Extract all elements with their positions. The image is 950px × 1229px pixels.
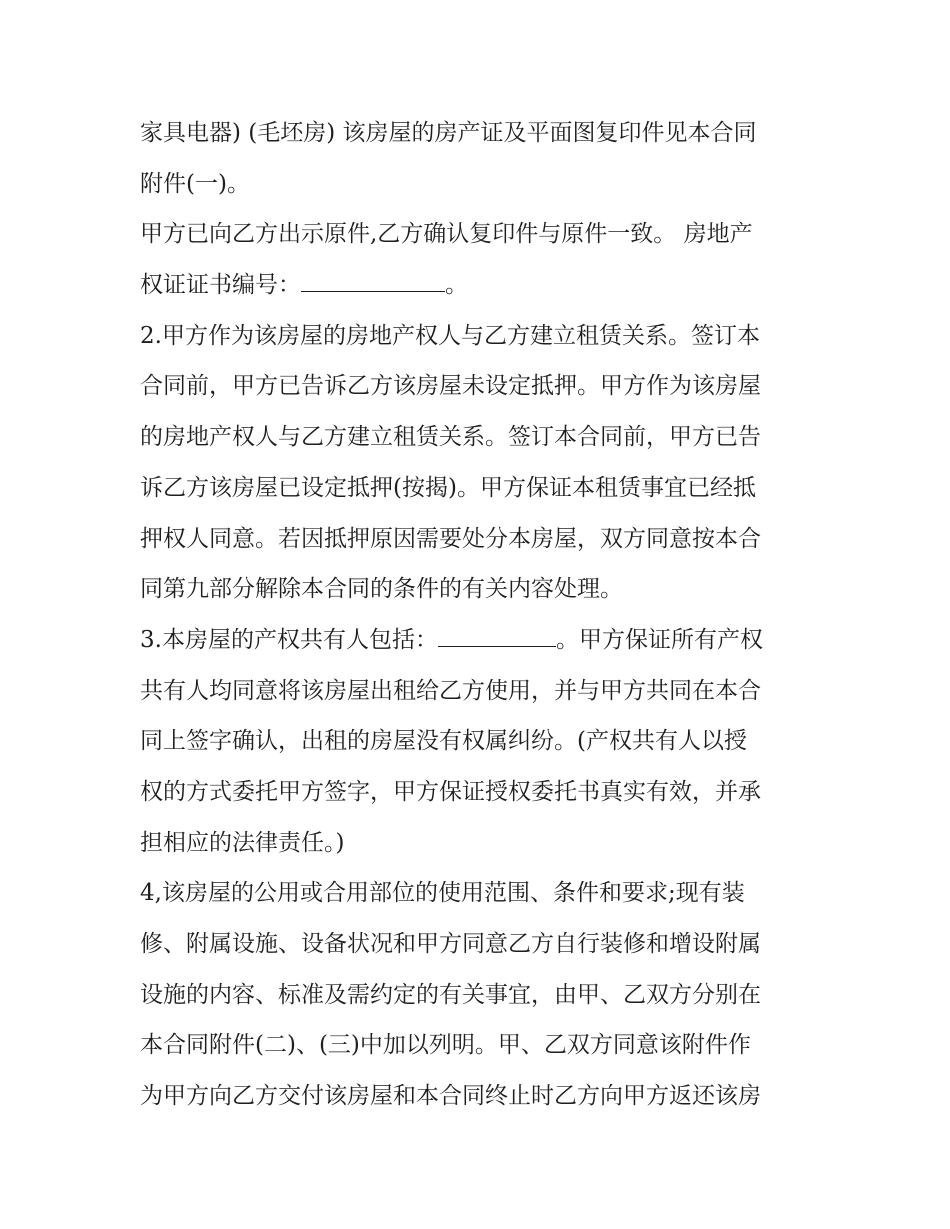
paragraph-line: 4,该房屋的公用或合用部位的使用范围、条件和要求;现有装 — [140, 880, 745, 907]
co-owner-label: 3.本房屋的产权共有人包括： — [140, 626, 438, 653]
certificate-number-label: 权证证书编号： — [140, 272, 301, 299]
paragraph-line: 附件(一)。 — [140, 170, 250, 197]
paragraph-line: 共有人均同意将该房屋出租给乙方使用，并与甲方共同在本合 — [140, 677, 761, 704]
paragraph-line: 家具电器) (毛坯房) 该房屋的房产证及平面图复印件见本合同 — [140, 120, 757, 146]
paragraph-line: 押权人同意。若因抵押原因需要处分本房屋，双方同意按本合 — [140, 525, 761, 552]
certificate-number-blank — [301, 271, 445, 292]
paragraph-line: 的房地产权人与乙方建立租赁关系。签订本合同前，甲方已告 — [140, 424, 761, 451]
contract-page — [140, 108, 820, 1122]
paragraph-line: 甲方已向乙方出示原件,乙方确认复印件与原件一致。 房地产 — [140, 221, 753, 248]
paragraph-line: 担相应的法律责任。) — [140, 829, 345, 856]
paragraph-line: 设施的内容、标准及需约定的有关事宜，由甲、乙双方分别在 — [140, 981, 761, 1008]
paragraph-line: 2.甲方作为该房屋的房地产权人与乙方建立租赁关系。签订本 — [140, 322, 760, 349]
certificate-number-line — [140, 260, 820, 311]
paragraph-line: 合同前，甲方已告诉乙方该房屋未设定抵押。甲方作为该房屋 — [140, 373, 761, 400]
paragraph-line: 本合同附件(二)、(三)中加以列明。甲、乙双方同意该附件作 — [140, 1032, 751, 1059]
co-owner-blank — [438, 626, 556, 647]
paragraph-line: 为甲方向乙方交付该房屋和本合同终止时乙方向甲方返还该房 — [140, 1083, 761, 1110]
certificate-number-end: 。 — [445, 272, 468, 299]
paragraph-line: 修、附属设施、设备状况和甲方同意乙方自行装修和增设附属 — [140, 931, 761, 957]
paragraph-line: 诉乙方该房屋已设定抵押(按揭)。甲方保证本租赁事宜已经抵 — [140, 474, 756, 501]
co-owner-text: 。甲方保证所有产权 — [555, 626, 763, 653]
paragraph-line: 权的方式委托甲方签字，甲方保证授权委托书真实有效，并承 — [140, 778, 761, 805]
paragraph-line: 同上签字确认，出租的房屋没有权属纠纷。(产权共有人以授 — [140, 728, 747, 755]
co-owner-line — [140, 615, 820, 666]
paragraph-line: 同第九部分解除本合同的条件的有关内容处理。 — [140, 576, 623, 603]
